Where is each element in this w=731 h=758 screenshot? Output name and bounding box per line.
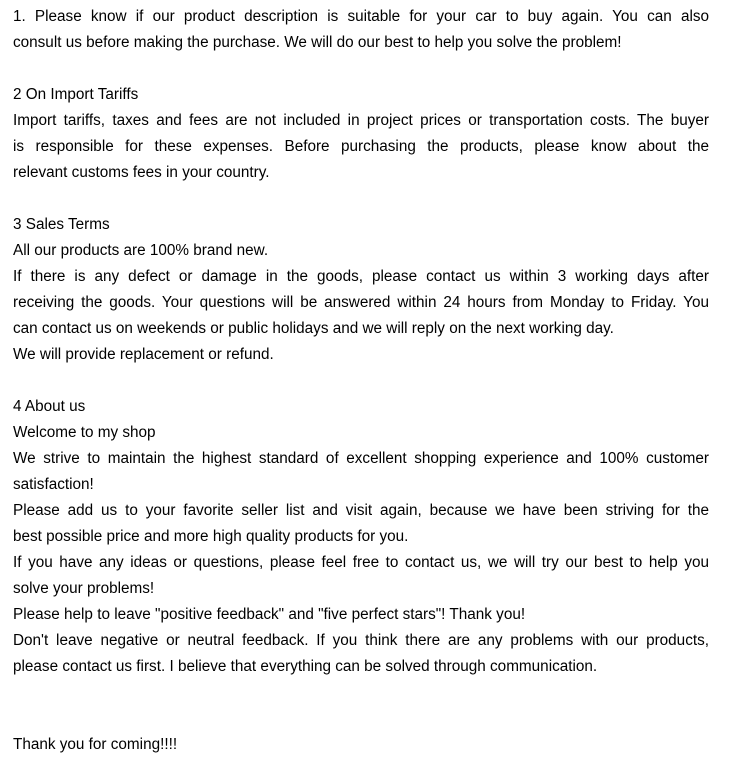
- about-us-heading: 4 About us: [13, 398, 86, 415]
- about-us-line-6: If you have any ideas or questions, please feel free to contact us, we will try our best to help you: [13, 554, 709, 571]
- about-us-line-5: best possible price and more high quality products for you.: [13, 528, 409, 545]
- import-tariffs-line-1: Import tariffs, taxes and fees are not included in project prices or transportation costs. The buyer: [13, 112, 709, 129]
- about-us-line-4: Please add us to your favorite seller list and visit again, because we have been striving for the: [13, 502, 709, 519]
- sales-terms-section: [13, 212, 709, 368]
- intro-line-1: 1. Please know if our product description is suitable for your car to buy again. You can also: [13, 8, 709, 25]
- intro-section: [13, 4, 709, 56]
- import-tariffs-line-2: is responsible for these expenses. Before purchasing the products, please know about the: [13, 138, 709, 155]
- import-tariffs-line-3: relevant customs fees in your country.: [13, 164, 270, 181]
- sales-terms-line-4: can contact us on weekends or public holidays and we will reply on the next working day.: [13, 320, 614, 337]
- sales-terms-line-2: If there is any defect or damage in the goods, please contact us within 3 working days after: [13, 268, 709, 285]
- sales-terms-line-3: receiving the goods. Your questions will be answered within 24 hours from Monday to Friday. You: [13, 294, 709, 311]
- policy-document: [13, 4, 709, 758]
- about-us-line-7: solve your problems!: [13, 580, 155, 597]
- sales-terms-line-5: We will provide replacement or refund.: [13, 346, 274, 363]
- about-us-line-8: Please help to leave "positive feedback" and "five perfect stars"! Thank you!: [13, 606, 526, 623]
- intro-line-2: consult us before making the purchase. We will do our best to help you solve the problem!: [13, 34, 622, 51]
- sales-terms-line-1: All our products are 100% brand new.: [13, 242, 269, 259]
- about-us-line-10: please contact us first. I believe that everything can be solved through communication.: [13, 658, 598, 675]
- about-us-line-1: Welcome to my shop: [13, 424, 156, 441]
- about-us-line-2: We strive to maintain the highest standard of excellent shopping experience and 100% customer: [13, 450, 709, 467]
- spacer: [13, 368, 709, 394]
- spacer: [13, 56, 709, 82]
- spacer: [13, 186, 709, 212]
- closing-section: [13, 732, 709, 758]
- sales-terms-heading: 3 Sales Terms: [13, 216, 110, 233]
- spacer: [13, 680, 709, 732]
- import-tariffs-heading: 2 On Import Tariffs: [13, 86, 139, 103]
- about-us-line-9: Don't leave negative or neutral feedback. If you think there are any problems with our products,: [13, 632, 709, 649]
- closing-text: Thank you for coming!!!!: [13, 736, 178, 753]
- about-us-section: [13, 394, 709, 680]
- about-us-line-3: satisfaction!: [13, 476, 94, 493]
- import-tariffs-section: [13, 82, 709, 186]
